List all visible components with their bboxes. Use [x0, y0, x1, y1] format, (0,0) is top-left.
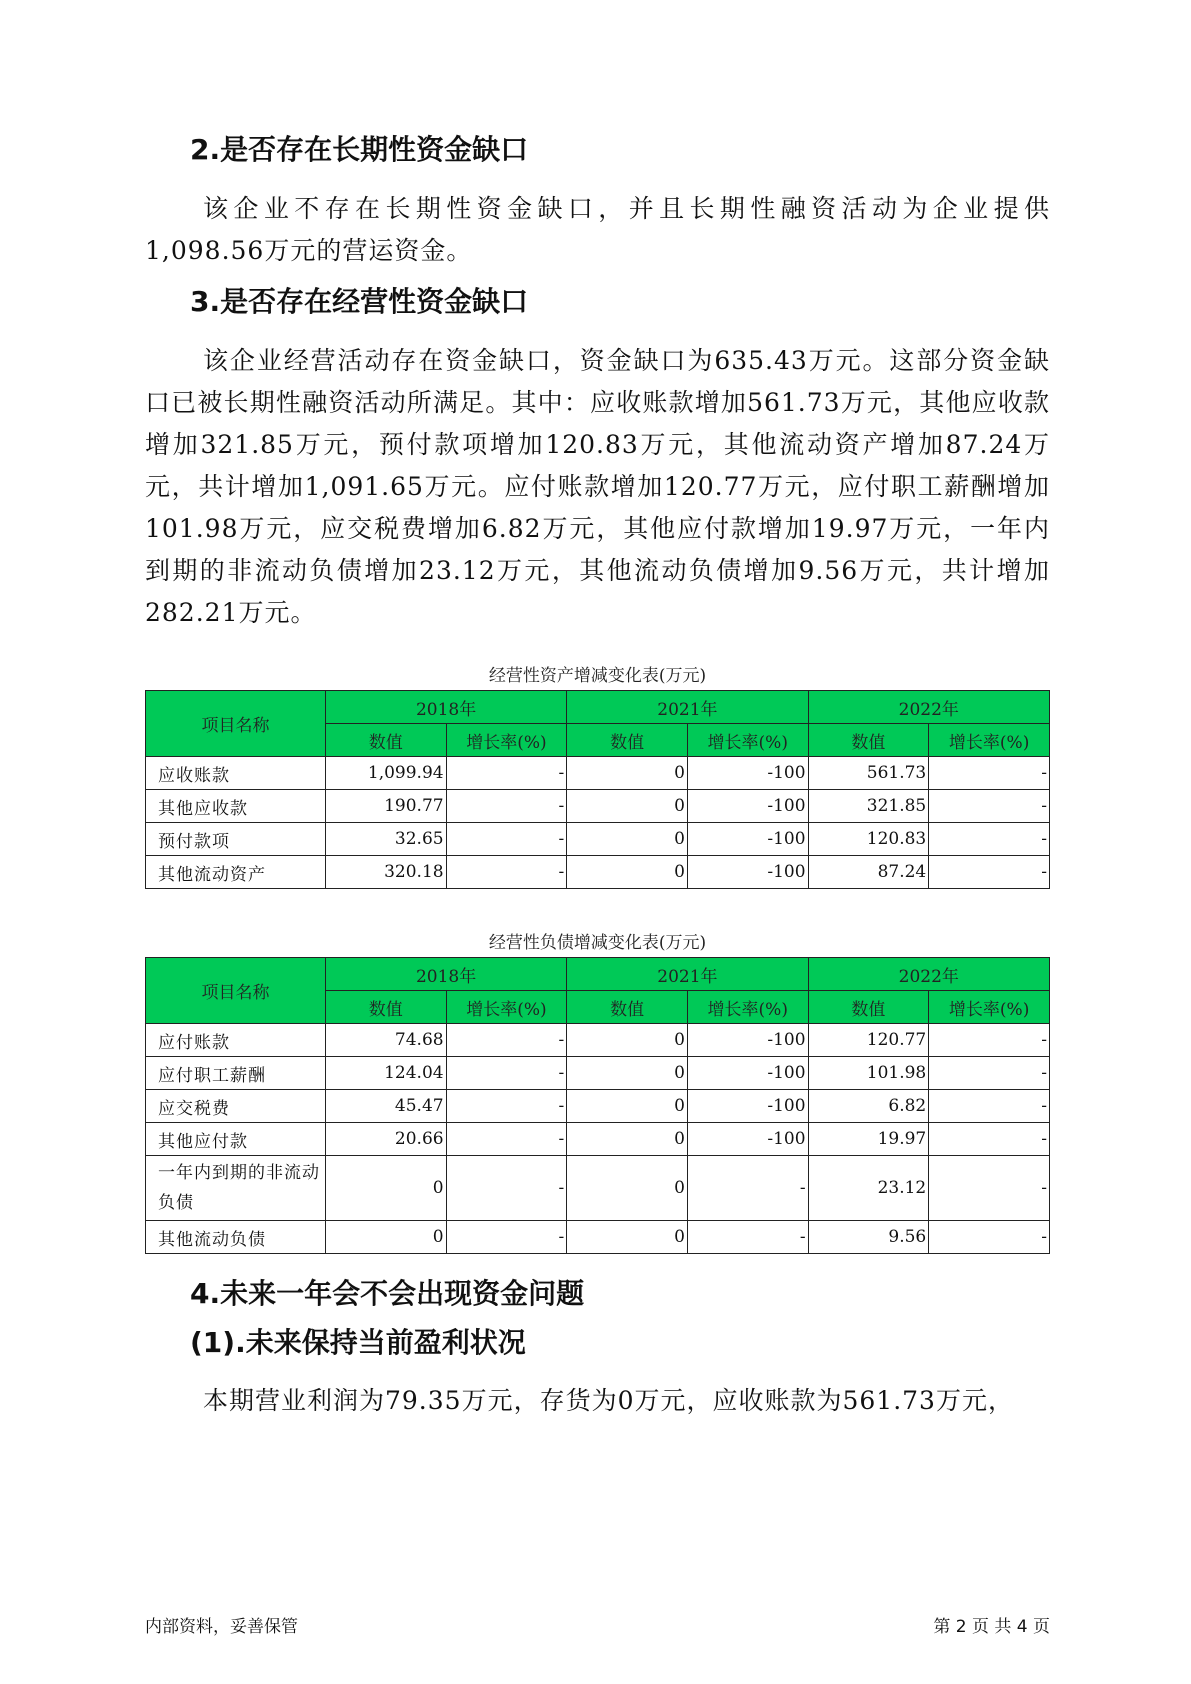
cell-value: 0	[567, 1090, 688, 1123]
section-3-paragraph: 该企业经营活动存在资金缺口，资金缺口为635.43万元。这部分资金缺口已被长期性融资活动所满足。其中：应收账款增加561.73万元，其他应收款增加321.85万元，预付款项增加120.83万元，其他流动资产增加87.24万元，共计增加1,091.65万元。应付账款增加120.77万元，应付职工薪酬增加101.98万元，应交税费增加6.82万元，其他应付款增加19.97万元，一年内到期的非流动负债增加23.12万元，其他流动负债增加9.56万元，共计增加282.21万元。	[145, 346, 1050, 627]
cell-value: 0	[567, 823, 688, 856]
row-label: 一年内到期的非流动负债	[146, 1156, 326, 1221]
header-year: 2021年	[567, 691, 808, 724]
cell-value: 0	[325, 1156, 446, 1221]
header-year: 2022年	[808, 691, 1049, 724]
table-row	[146, 1123, 1050, 1156]
cell-value: 101.98	[808, 1057, 929, 1090]
row-label: 其他流动负债	[146, 1221, 326, 1254]
cell-growth: -100	[687, 1090, 808, 1123]
cell-value: 9.56	[808, 1221, 929, 1254]
footer-page-number: 第 2 页 共 4 页	[933, 1617, 1050, 1637]
cell-growth: -100	[687, 757, 808, 790]
table-row	[146, 823, 1050, 856]
row-label: 应付账款	[146, 1024, 326, 1057]
cell-growth: -	[446, 1090, 567, 1123]
section-heading-4-1: (1).未来保持当前盈利状况	[190, 1326, 526, 1359]
cell-value: 321.85	[808, 790, 929, 823]
table-row	[146, 757, 1050, 790]
cell-value: 19.97	[808, 1123, 929, 1156]
cell-value: 120.77	[808, 1024, 929, 1057]
cell-growth: -	[687, 1221, 808, 1254]
cell-value: 20.66	[325, 1123, 446, 1156]
header-year: 2018年	[325, 958, 566, 991]
header-value: 数值	[325, 991, 446, 1024]
cell-growth: -100	[687, 790, 808, 823]
cell-value: 0	[567, 1057, 688, 1090]
cell-growth: -100	[687, 856, 808, 889]
section-heading-2: 2.是否存在长期性资金缺口	[190, 133, 529, 166]
cell-value: 74.68	[325, 1024, 446, 1057]
cell-value: 0	[567, 1156, 688, 1221]
cell-growth: -	[446, 1156, 567, 1221]
row-label: 预付款项	[146, 823, 326, 856]
cell-growth: -	[929, 1221, 1050, 1254]
liabilities-table-caption: 经营性负债增减变化表(万元)	[488, 933, 707, 953]
cell-growth: -	[446, 1221, 567, 1254]
cell-growth: -	[929, 823, 1050, 856]
cell-growth: -	[446, 1057, 567, 1090]
cell-growth: -	[929, 1024, 1050, 1057]
header-value: 数值	[325, 724, 446, 757]
cell-value: 23.12	[808, 1156, 929, 1221]
cell-value: 124.04	[325, 1057, 446, 1090]
header-item-name: 项目名称	[146, 691, 326, 757]
cell-value: 0	[567, 790, 688, 823]
header-growth: 增长率(%)	[929, 991, 1050, 1024]
header-growth: 增长率(%)	[687, 724, 808, 757]
row-label: 其他应收款	[146, 790, 326, 823]
header-year: 2021年	[567, 958, 808, 991]
liabilities-table	[145, 957, 1050, 1254]
cell-growth: -	[929, 790, 1050, 823]
cell-growth: -	[446, 1024, 567, 1057]
section-2-paragraph: 该企业不存在长期性资金缺口，并且长期性融资活动为企业提供1,098.56万元的营运资金。	[145, 194, 1050, 265]
cell-value: 0	[567, 856, 688, 889]
assets-table	[145, 690, 1050, 889]
cell-growth: -	[446, 790, 567, 823]
cell-growth: -	[446, 757, 567, 790]
header-growth: 增长率(%)	[446, 724, 567, 757]
section-4-1-paragraph: 本期营业利润为79.35万元，存货为0万元，应收账款为561.73万元，	[203, 1386, 1014, 1415]
cell-value: 0	[567, 757, 688, 790]
cell-growth: -	[929, 1156, 1050, 1221]
cell-value: 32.65	[325, 823, 446, 856]
cell-growth: -	[929, 1090, 1050, 1123]
section-heading-4: 4.未来一年会不会出现资金问题	[190, 1277, 585, 1310]
header-value: 数值	[808, 991, 929, 1024]
header-year: 2018年	[325, 691, 566, 724]
table-row	[146, 790, 1050, 823]
row-label: 其他流动资产	[146, 856, 326, 889]
cell-value: 6.82	[808, 1090, 929, 1123]
header-year: 2022年	[808, 958, 1049, 991]
cell-value: 0	[567, 1221, 688, 1254]
cell-value: 561.73	[808, 757, 929, 790]
table-row	[146, 1156, 1050, 1221]
cell-value: 0	[325, 1221, 446, 1254]
header-item-name: 项目名称	[146, 958, 326, 1024]
cell-growth: -	[929, 757, 1050, 790]
cell-value: 0	[567, 1123, 688, 1156]
header-growth: 增长率(%)	[929, 724, 1050, 757]
table-row	[146, 1024, 1050, 1057]
cell-value: 1,099.94	[325, 757, 446, 790]
cell-value: 120.83	[808, 823, 929, 856]
row-label: 应收账款	[146, 757, 326, 790]
cell-growth: -	[929, 856, 1050, 889]
cell-growth: -100	[687, 1024, 808, 1057]
table-row	[146, 1221, 1050, 1254]
row-label: 应交税费	[146, 1090, 326, 1123]
assets-table-caption: 经营性资产增减变化表(万元)	[488, 666, 707, 686]
cell-value: 87.24	[808, 856, 929, 889]
cell-growth: -	[687, 1156, 808, 1221]
cell-growth: -100	[687, 1123, 808, 1156]
header-growth: 增长率(%)	[446, 991, 567, 1024]
cell-value: 0	[567, 1024, 688, 1057]
cell-value: 45.47	[325, 1090, 446, 1123]
cell-value: 320.18	[325, 856, 446, 889]
cell-growth: -	[446, 823, 567, 856]
table-row	[146, 1057, 1050, 1090]
row-label: 应付职工薪酬	[146, 1057, 326, 1090]
cell-growth: -100	[687, 823, 808, 856]
footer-confidential-note: 内部资料，妥善保管	[145, 1617, 298, 1637]
header-value: 数值	[567, 724, 688, 757]
row-label: 其他应付款	[146, 1123, 326, 1156]
cell-growth: -	[446, 856, 567, 889]
cell-growth: -	[929, 1123, 1050, 1156]
header-growth: 增长率(%)	[687, 991, 808, 1024]
cell-growth: -	[929, 1057, 1050, 1090]
header-value: 数值	[808, 724, 929, 757]
table-row	[146, 856, 1050, 889]
cell-growth: -	[446, 1123, 567, 1156]
table-row	[146, 1090, 1050, 1123]
section-heading-3: 3.是否存在经营性资金缺口	[190, 285, 529, 318]
cell-value: 190.77	[325, 790, 446, 823]
header-value: 数值	[567, 991, 688, 1024]
cell-growth: -100	[687, 1057, 808, 1090]
